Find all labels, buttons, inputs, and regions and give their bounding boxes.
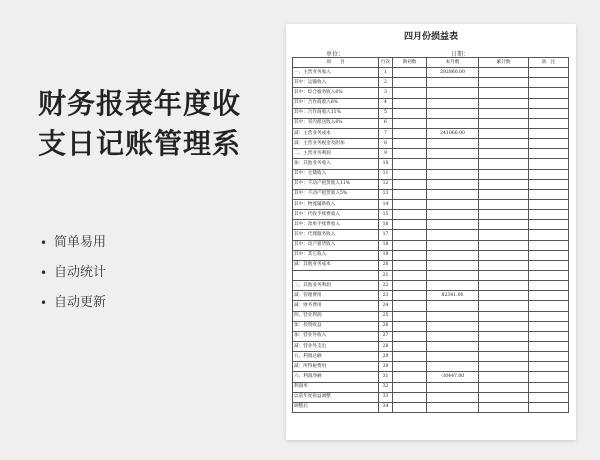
row-item-cell (293, 270, 379, 280)
row-month-cell (427, 281, 479, 291)
row-month-cell (427, 139, 479, 149)
row-remark-cell (529, 341, 569, 351)
row-opening-cell (393, 139, 427, 149)
row-line-cell: 5 (379, 108, 393, 118)
row-item-cell: 减：管理费用 (293, 291, 379, 301)
row-line-cell: 34 (379, 402, 393, 412)
row-remark-cell (529, 281, 569, 291)
row-remark-cell (529, 230, 569, 240)
row-opening-cell (393, 321, 427, 331)
row-opening-cell (393, 270, 427, 280)
row-line-cell: 3 (379, 88, 393, 98)
row-cumulative-cell (479, 341, 529, 351)
row-cumulative-cell (479, 169, 529, 179)
row-line-cell: 17 (379, 230, 393, 240)
table-row (293, 118, 569, 128)
table-row (293, 331, 569, 341)
row-line-cell: 30 (379, 362, 393, 372)
row-remark-cell (529, 128, 569, 138)
column-header: 期初数 (393, 58, 427, 68)
row-line-cell: 33 (379, 392, 393, 402)
row-remark-cell (529, 118, 569, 128)
row-opening-cell (393, 169, 427, 179)
row-cumulative-cell (479, 220, 529, 230)
row-cumulative-cell (479, 331, 529, 341)
table-row (293, 352, 569, 362)
row-cumulative-cell (479, 311, 529, 321)
row-cumulative-cell (479, 210, 529, 220)
row-cumulative-cell (479, 372, 529, 382)
row-cumulative-cell (479, 270, 529, 280)
row-line-cell: 14 (379, 199, 393, 209)
row-remark-cell (529, 250, 569, 260)
row-cumulative-cell (479, 362, 529, 372)
row-remark-cell (529, 331, 569, 341)
row-opening-cell (393, 331, 427, 341)
table-row (293, 392, 569, 402)
row-opening-cell (393, 281, 427, 291)
row-month-cell (427, 88, 479, 98)
row-line-cell: 16 (379, 220, 393, 230)
row-remark-cell (529, 362, 569, 372)
row-month-cell (427, 220, 479, 230)
row-cumulative-cell (479, 230, 529, 240)
row-month-cell: 82341.00 (427, 291, 479, 301)
row-opening-cell (393, 88, 427, 98)
row-item-cell: 加：营业外收入 (293, 331, 379, 341)
row-remark-cell (529, 98, 569, 108)
table-row (293, 372, 569, 382)
row-cumulative-cell (479, 98, 529, 108)
row-remark-cell (529, 189, 569, 199)
row-month-cell: -30447.00 (427, 372, 479, 382)
row-month-cell (427, 352, 479, 362)
row-line-cell: 4 (379, 98, 393, 108)
row-month-cell (427, 270, 479, 280)
row-item-cell: 其中：代理服务收入 (293, 230, 379, 240)
row-month-cell (427, 169, 479, 179)
row-remark-cell (529, 108, 569, 118)
column-header: 本月数 (427, 58, 479, 68)
table-row (293, 199, 569, 209)
row-item-cell: 其中：综合服务收入6% (293, 88, 379, 98)
feature-item (40, 234, 106, 264)
row-item-cell: 二、主营业务利润 (293, 149, 379, 159)
table-row (293, 230, 569, 240)
row-cumulative-cell (479, 240, 529, 250)
row-month-cell (427, 301, 479, 311)
row-line-cell: 11 (379, 169, 393, 179)
table-row (293, 270, 569, 280)
row-month-cell (427, 189, 479, 199)
unit-label: 单位： (326, 51, 345, 58)
row-opening-cell (393, 149, 427, 159)
table-row (293, 362, 569, 372)
row-remark-cell (529, 270, 569, 280)
table-row (293, 311, 569, 321)
row-cumulative-cell (479, 108, 529, 118)
row-remark-cell (529, 240, 569, 250)
row-item-cell: 其中：合作商收入6% (293, 98, 379, 108)
table-row (293, 128, 569, 138)
row-remark-cell (529, 149, 569, 159)
row-cumulative-cell (479, 189, 529, 199)
row-line-cell: 20 (379, 260, 393, 270)
column-header: 累计数 (479, 58, 529, 68)
row-item-cell: 减：营业外支出 (293, 341, 379, 351)
row-month-cell: 292860.00 (427, 68, 479, 78)
table-row (293, 382, 569, 392)
row-item-cell: 减：主营业务税金及附加 (293, 139, 379, 149)
row-month-cell (427, 159, 479, 169)
row-month-cell (427, 240, 479, 250)
row-opening-cell (393, 98, 427, 108)
table-header-row (293, 58, 569, 68)
row-cumulative-cell (479, 291, 529, 301)
row-opening-cell (393, 402, 427, 412)
row-month-cell (427, 402, 479, 412)
row-cumulative-cell (479, 321, 529, 331)
table-row (293, 159, 569, 169)
row-remark-cell (529, 159, 569, 169)
table-row (293, 240, 569, 250)
income-statement-sheet (286, 24, 576, 440)
row-opening-cell (393, 291, 427, 301)
table-row (293, 98, 569, 108)
row-item-cell: 其中：其它收入 (293, 250, 379, 260)
row-month-cell (427, 210, 479, 220)
row-item-cell: 加：投资收益 (293, 321, 379, 331)
row-line-cell: 8 (379, 139, 393, 149)
row-item-cell: 其中：不动产租赁收入5% (293, 189, 379, 199)
row-cumulative-cell (479, 139, 529, 149)
row-line-cell: 21 (379, 270, 393, 280)
table-row (293, 220, 569, 230)
row-opening-cell (393, 230, 427, 240)
row-remark-cell (529, 260, 569, 270)
row-month-cell (427, 108, 479, 118)
row-remark-cell (529, 220, 569, 230)
bullet-icon: • (40, 266, 48, 280)
table-row (293, 250, 569, 260)
row-month-cell: 241066.00 (427, 128, 479, 138)
row-opening-cell (393, 108, 427, 118)
row-item-cell: 以前年度损益调整 (293, 392, 379, 402)
row-remark-cell (529, 179, 569, 189)
feature-item (40, 264, 106, 294)
row-item-cell: 减：主营业务成本 (293, 128, 379, 138)
row-cumulative-cell (479, 382, 529, 392)
column-header: 备 注 (529, 58, 569, 68)
row-item-cell: 其中：改单手续费收入 (293, 220, 379, 230)
row-item-cell: 减：所得税费用 (293, 362, 379, 372)
row-line-cell: 19 (379, 250, 393, 260)
row-line-cell: 15 (379, 210, 393, 220)
row-remark-cell (529, 210, 569, 220)
row-cumulative-cell (479, 118, 529, 128)
row-item-cell: 五、利润总额 (293, 352, 379, 362)
row-line-cell: 32 (379, 382, 393, 392)
row-item-cell: 减：财务费用 (293, 301, 379, 311)
row-opening-cell (393, 311, 427, 321)
table-row (293, 210, 569, 220)
feature-label: 自动统计 (54, 265, 107, 280)
row-item-cell: 加：其他业务收入 (293, 159, 379, 169)
row-cumulative-cell (479, 68, 529, 78)
table-row (293, 321, 569, 331)
table-row (293, 281, 569, 291)
table-row (293, 291, 569, 301)
row-line-cell: 29 (379, 352, 393, 362)
row-remark-cell (529, 372, 569, 382)
row-line-cell: 9 (379, 149, 393, 159)
row-remark-cell (529, 321, 569, 331)
row-item-cell: 其中：物流辅助收入 (293, 199, 379, 209)
table-body (293, 68, 569, 413)
row-cumulative-cell (479, 301, 529, 311)
feature-label: 简单易用 (54, 235, 107, 250)
row-line-cell: 24 (379, 301, 393, 311)
date-label: 日期： (451, 51, 470, 58)
row-line-cell: 26 (379, 321, 393, 331)
row-cumulative-cell (479, 159, 529, 169)
row-cumulative-cell (479, 250, 529, 260)
row-opening-cell (393, 392, 427, 402)
row-opening-cell (393, 159, 427, 169)
row-remark-cell (529, 311, 569, 321)
row-month-cell (427, 250, 479, 260)
row-opening-cell (393, 128, 427, 138)
row-line-cell: 31 (379, 372, 393, 382)
row-opening-cell (393, 179, 427, 189)
row-remark-cell (529, 352, 569, 362)
row-line-cell: 27 (379, 331, 393, 341)
row-opening-cell (393, 68, 427, 78)
row-item-cell: 其中：省内派送收入6% (293, 118, 379, 128)
column-header: 项 目 (293, 58, 379, 68)
table-row (293, 260, 569, 270)
row-month-cell (427, 199, 479, 209)
row-line-cell: 1 (379, 68, 393, 78)
row-remark-cell (529, 68, 569, 78)
row-opening-cell (393, 220, 427, 230)
row-opening-cell (393, 199, 427, 209)
row-cumulative-cell (479, 88, 529, 98)
row-remark-cell (529, 301, 569, 311)
row-month-cell (427, 321, 479, 331)
row-month-cell (427, 118, 479, 128)
feature-item (40, 294, 106, 324)
table-row (293, 108, 569, 118)
row-line-cell: 28 (379, 341, 393, 351)
row-opening-cell (393, 240, 427, 250)
table-row (293, 179, 569, 189)
table-row (293, 169, 569, 179)
row-line-cell: 6 (379, 118, 393, 128)
row-opening-cell (393, 372, 427, 382)
sheet-title: 四月份损益表 (403, 32, 458, 42)
row-line-cell: 12 (379, 179, 393, 189)
row-remark-cell (529, 78, 569, 88)
bullet-icon: • (40, 236, 48, 250)
bullet-icon: • (40, 296, 48, 310)
table-row (293, 88, 569, 98)
column-header: 行次 (379, 58, 393, 68)
row-line-cell: 23 (379, 291, 393, 301)
table-row (293, 68, 569, 78)
row-line-cell: 18 (379, 240, 393, 250)
row-line-cell: 2 (379, 78, 393, 88)
row-opening-cell (393, 78, 427, 88)
row-item-cell: 其中：不动产租赁收入11% (293, 179, 379, 189)
row-remark-cell (529, 382, 569, 392)
row-remark-cell (529, 402, 569, 412)
row-item-cell: 三、其他业务利润 (293, 281, 379, 291)
row-remark-cell (529, 88, 569, 98)
row-cumulative-cell (479, 128, 529, 138)
row-opening-cell (393, 362, 427, 372)
row-opening-cell (393, 118, 427, 128)
table-row (293, 189, 569, 199)
row-line-cell: 25 (379, 311, 393, 321)
table-row (293, 78, 569, 88)
headline-line-1: 财务报表年度收 (38, 87, 242, 120)
statement-table (292, 57, 569, 413)
row-opening-cell (393, 250, 427, 260)
row-month-cell (427, 382, 479, 392)
row-item-cell: 调整后 (293, 402, 379, 412)
row-item-cell: 一、主营业务收入 (293, 68, 379, 78)
headline-line-2: 支日记账管理系 (38, 127, 242, 160)
row-cumulative-cell (479, 179, 529, 189)
row-line-cell: 22 (379, 281, 393, 291)
headline (38, 84, 278, 164)
row-month-cell (427, 179, 479, 189)
row-item-cell: 其中：运输收入 (293, 78, 379, 88)
row-remark-cell (529, 392, 569, 402)
row-item-cell: 其中：代收手续费收入 (293, 210, 379, 220)
row-month-cell (427, 149, 479, 159)
row-item-cell: 其中：仓储收入 (293, 169, 379, 179)
row-opening-cell (393, 260, 427, 270)
row-cumulative-cell (479, 260, 529, 270)
row-cumulative-cell (479, 392, 529, 402)
table-row (293, 139, 569, 149)
table-row (293, 341, 569, 351)
row-item-cell: 减：其他业务成本 (293, 260, 379, 270)
row-item-cell: 四、营业利润 (293, 311, 379, 321)
row-cumulative-cell (479, 149, 529, 159)
row-month-cell (427, 98, 479, 108)
row-item-cell: 其中：动产租赁收入 (293, 240, 379, 250)
row-line-cell: 13 (379, 189, 393, 199)
row-opening-cell (393, 382, 427, 392)
row-cumulative-cell (479, 352, 529, 362)
row-item-cell: 其中：合作商收入11% (293, 108, 379, 118)
row-cumulative-cell (479, 199, 529, 209)
table-row (293, 301, 569, 311)
row-cumulative-cell (479, 78, 529, 88)
row-opening-cell (393, 352, 427, 362)
row-month-cell (427, 392, 479, 402)
row-month-cell (427, 362, 479, 372)
row-remark-cell (529, 199, 569, 209)
row-line-cell: 10 (379, 159, 393, 169)
table-row (293, 149, 569, 159)
row-opening-cell (393, 301, 427, 311)
row-month-cell (427, 311, 479, 321)
feature-label: 自动更新 (54, 295, 107, 310)
row-cumulative-cell (479, 402, 529, 412)
row-cumulative-cell (479, 281, 529, 291)
row-remark-cell (529, 291, 569, 301)
row-opening-cell (393, 210, 427, 220)
row-remark-cell (529, 169, 569, 179)
row-item-cell: 六、利润净额 (293, 372, 379, 382)
table-row (293, 402, 569, 412)
row-month-cell (427, 78, 479, 88)
row-month-cell (427, 230, 479, 240)
row-month-cell (427, 341, 479, 351)
row-remark-cell (529, 139, 569, 149)
row-opening-cell (393, 189, 427, 199)
row-month-cell (427, 331, 479, 341)
row-line-cell: 7 (379, 128, 393, 138)
feature-list (40, 234, 106, 324)
row-opening-cell (393, 341, 427, 351)
row-item-cell: 利润率 (293, 382, 379, 392)
row-month-cell (427, 260, 479, 270)
